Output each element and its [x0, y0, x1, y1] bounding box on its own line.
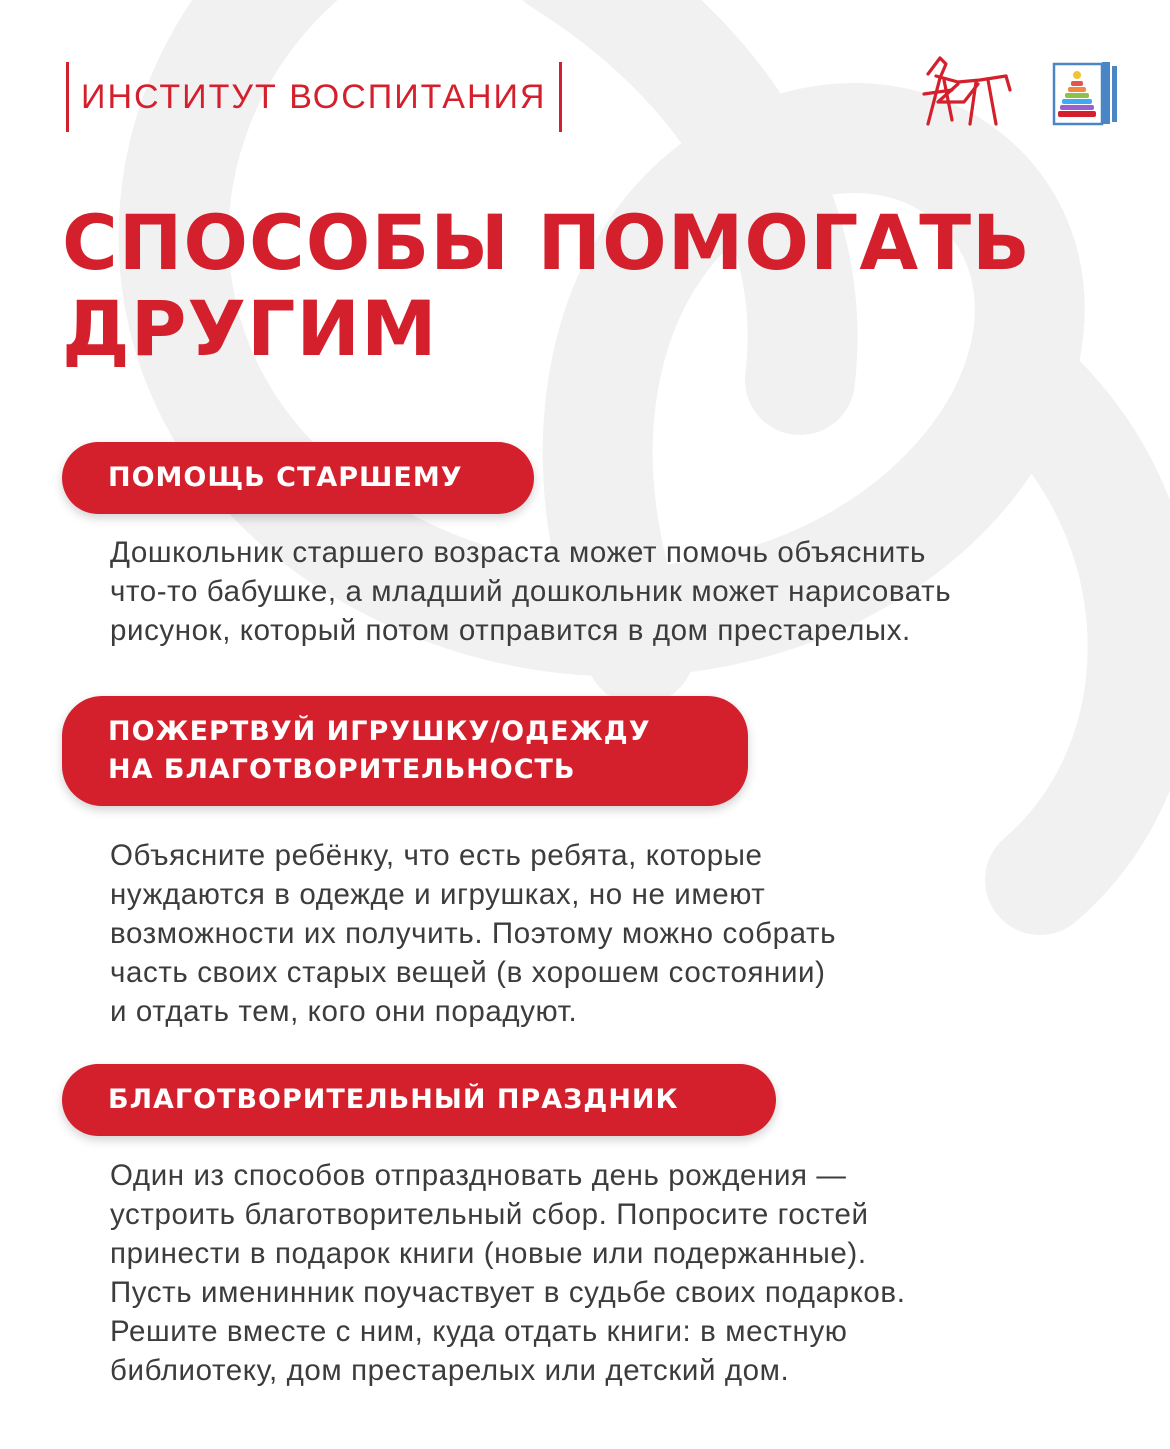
text-line: Пусть именинник поучаствует в судьбе своих подарков.: [110, 1276, 906, 1309]
section-heading-label: НА БЛАГОТВОРИТЕЛЬНОСТЬ: [108, 754, 576, 785]
book-pyramid-logo-icon: [1050, 58, 1120, 128]
org-header: [66, 62, 562, 132]
horse-logo-icon: [918, 54, 1014, 130]
text-line: Дошкольник старшего возраста может помочь объяснить: [110, 536, 926, 569]
page-title: [62, 200, 1031, 372]
section-text-charity-party: [110, 1156, 906, 1390]
text-line: Один из способов отпраздновать день рождения —: [110, 1159, 847, 1192]
text-line: нуждаются в одежде и игрушках, но не имеют: [110, 878, 766, 911]
section-text-donate: [110, 836, 836, 1031]
text-line: Объясните ребёнку, что есть ребята, которые: [110, 839, 763, 872]
text-line: рисунок, который потом отправится в дом престарелых.: [110, 614, 911, 647]
section-heading-charity-party: [62, 1064, 776, 1136]
text-line: принести в подарок книги (новые или подержанные).: [110, 1237, 867, 1270]
title-line: ДРУГИМ: [62, 284, 438, 373]
header-divider-right: [559, 62, 562, 132]
text-line: Решите вместе с ним, куда отдать книги: в местную: [110, 1315, 848, 1348]
section-heading-label: БЛАГОТВОРИТЕЛЬНЫЙ ПРАЗДНИК: [108, 1084, 679, 1115]
section-heading-donate: [62, 696, 748, 806]
section-heading-help-elder: [62, 442, 534, 514]
text-line: библиотеку, дом престарелых или детский дом.: [110, 1354, 790, 1387]
text-line: часть своих старых вещей (в хорошем состоянии): [110, 956, 826, 989]
text-line: возможности их получить. Поэтому можно собрать: [110, 917, 837, 950]
title-line: СПОСОБЫ ПОМОГАТЬ: [62, 198, 1031, 287]
text-line: и отдать тем, кого они порадуют.: [110, 995, 578, 1028]
section-text-help-elder: [110, 533, 951, 650]
org-name: ИНСТИТУТ ВОСПИТАНИЯ: [81, 78, 547, 116]
section-heading-label: ПОМОЩЬ СТАРШЕМУ: [108, 462, 463, 493]
section-heading-label: ПОЖЕРТВУЙ ИГРУШКУ/ОДЕЖДУ: [108, 716, 651, 747]
text-line: устроить благотворительный сбор. Попросите гостей: [110, 1198, 869, 1231]
text-line: что-то бабушке, а младший дошкольник может нарисовать: [110, 575, 952, 608]
